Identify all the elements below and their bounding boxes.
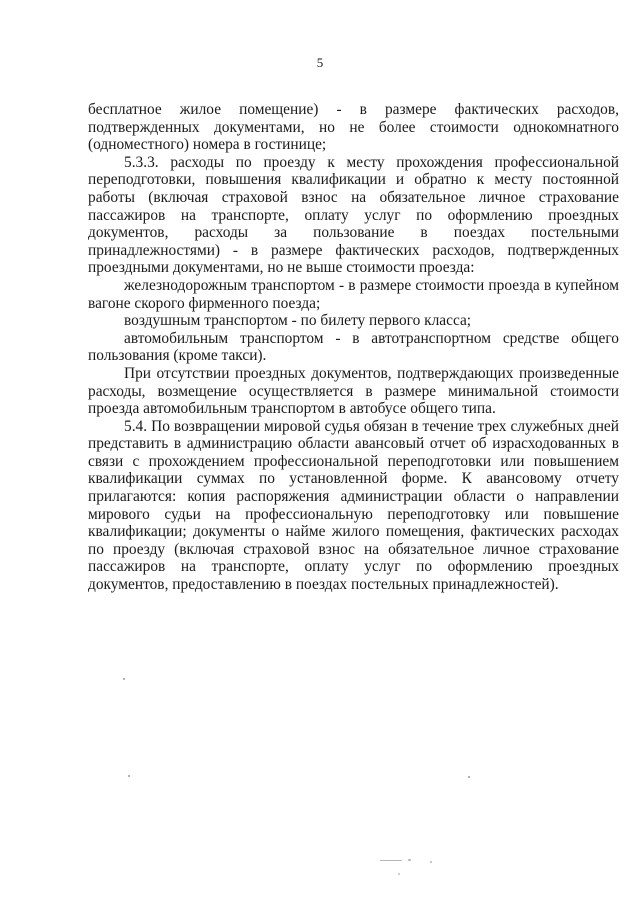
scan-artifact — [380, 860, 402, 861]
paragraph-missing-documents: При отсутствии проездных документов, подтверждающих произведенные расходы, возмещение осуществляется в размере минимальной стоимости проезда автомобильным транспортом в автобусе общего типа. — [88, 364, 619, 418]
scan-artifact — [398, 873, 400, 875]
scan-artifact — [468, 776, 470, 778]
scan-artifact — [128, 775, 130, 777]
scan-artifact — [123, 678, 125, 680]
paragraph-road-transport: автомобильным транспортом - в автотранспортном средстве общего пользования (кроме такси). — [88, 329, 619, 365]
paragraph-railway-transport: железнодорожным транспортом - в размере стоимости проезда в купейном вагоне скорого фирменного поезда; — [88, 276, 619, 312]
document-body — [88, 101, 619, 594]
paragraph-5-3-3-travel-expenses: 5.3.3. расходы по проезду к месту прохождения профессиональной переподготовки, повышения квалификации и обратно к месту постоянной работы (включая страховой взнос на обязательное личное страхование пассажиров на транспорте, оплату услуг по оформлению проездных документов, расходы за пользование в поездах постельными принадлежностями) - в размере фактических расходов, подтвержденных проездными документами, но не выше стоимости проезда: — [88, 153, 619, 277]
paragraph-5-4-advance-report: 5.4. По возвращении мировой судья обязан в течение трех служебных дней представить в администрацию области авансовый отчет об израсходованных в связи с прохождением профессиональной переподготовки или повышением квалификации суммах по установленной форме. К авансовому отчету прилагаются: копия распоряжения администрации области о направлении мирового судьи на профессиональную переподготовку или повышение квалификации; документы о найме жилого помещения, фактических расходах по проезду (включая страховой взнос на обязательное личное страхование пассажиров на транспорте, оплату услуг по оформлению проездных документов, предоставлению в поездах постельных принадлежностей). — [88, 417, 619, 594]
scan-artifact — [430, 861, 432, 863]
paragraph-air-transport: воздушным транспортом - по билету первого класса; — [124, 312, 472, 330]
page-number: 5 — [316, 55, 324, 70]
paragraph-accommodation-continuation: бесплатное жилое помещение) - в размере фактических расходов, подтвержденных документами, но не более стоимости однокомнатного (одноместного) номера в гостинице; — [88, 101, 619, 154]
scan-artifact — [408, 859, 411, 861]
